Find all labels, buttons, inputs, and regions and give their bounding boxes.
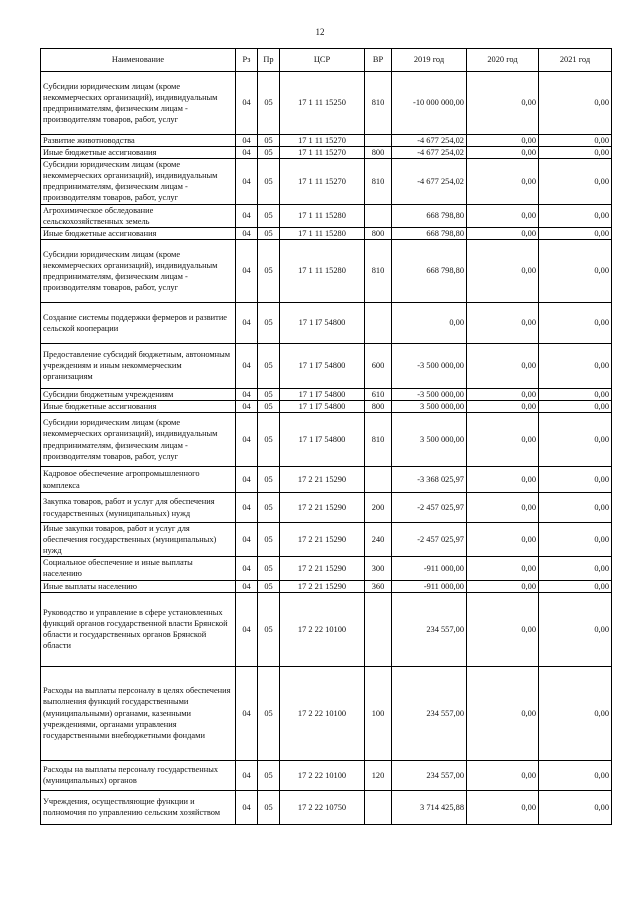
cell-vr	[365, 592, 392, 666]
table-header-row	[41, 49, 612, 72]
cell-y2021: 0,00	[539, 227, 612, 239]
cell-y2020: 0,00	[467, 400, 539, 412]
cell-pr: 05	[258, 135, 280, 147]
cell-pr: 05	[258, 388, 280, 400]
cell-csr: 17 1 11 15270	[280, 135, 365, 147]
cell-y2019: 3 500 000,00	[392, 413, 467, 467]
cell-name: Социальное обеспечение и иные выплаты населению	[41, 557, 236, 580]
column-header-name: Наименование	[41, 49, 236, 72]
cell-name: Субсидии юридическим лицам (кроме некоммерческих организаций), индивидуальным предпринимателям, физическим лицам - производителям товаров, работ, услуг	[41, 239, 236, 302]
cell-csr: 17 1 I7 54800	[280, 388, 365, 400]
cell-y2020: 0,00	[467, 493, 539, 523]
cell-pr: 05	[258, 493, 280, 523]
column-header-vr: ВР	[365, 49, 392, 72]
cell-pr: 05	[258, 72, 280, 135]
cell-name: Кадровое обеспечение агропромышленного комплекса	[41, 467, 236, 493]
cell-csr: 17 1 11 15250	[280, 72, 365, 135]
cell-y2020: 0,00	[467, 135, 539, 147]
cell-rz: 04	[236, 493, 258, 523]
cell-csr: 17 2 21 15290	[280, 493, 365, 523]
cell-y2021: 0,00	[539, 557, 612, 580]
cell-y2020: 0,00	[467, 388, 539, 400]
cell-pr: 05	[258, 400, 280, 412]
table-row	[41, 523, 612, 557]
cell-y2019: -911 000,00	[392, 557, 467, 580]
cell-pr: 05	[258, 760, 280, 790]
cell-pr: 05	[258, 343, 280, 388]
cell-name: Расходы на выплаты персоналу государственных (муниципальных) органов	[41, 760, 236, 790]
cell-pr: 05	[258, 302, 280, 343]
page-number: 12	[315, 27, 325, 37]
cell-y2019: 0,00	[392, 302, 467, 343]
cell-y2020: 0,00	[467, 72, 539, 135]
cell-pr: 05	[258, 413, 280, 467]
cell-vr	[365, 790, 392, 824]
cell-csr: 17 1 I7 54800	[280, 413, 365, 467]
table-row	[41, 760, 612, 790]
cell-y2021: 0,00	[539, 580, 612, 592]
cell-y2020: 0,00	[467, 666, 539, 760]
cell-name: Субсидии юридическим лицам (кроме некоммерческих организаций), индивидуальным предпринимателям, физическим лицам - производителям товаров, работ, услуг	[41, 72, 236, 135]
cell-name: Развитие животноводства	[41, 135, 236, 147]
cell-y2021: 0,00	[539, 790, 612, 824]
cell-rz: 04	[236, 159, 258, 204]
cell-name: Руководство и управление в сфере установленных функций органов государственной власти Брянской области и государственных органов Брянской области	[41, 592, 236, 666]
cell-rz: 04	[236, 204, 258, 227]
cell-y2021: 0,00	[539, 592, 612, 666]
cell-csr: 17 1 11 15270	[280, 147, 365, 159]
cell-y2020: 0,00	[467, 147, 539, 159]
cell-y2021: 0,00	[539, 760, 612, 790]
cell-y2019: -3 500 000,00	[392, 343, 467, 388]
cell-rz: 04	[236, 580, 258, 592]
column-header-csr: ЦСР	[280, 49, 365, 72]
cell-vr: 200	[365, 493, 392, 523]
cell-pr: 05	[258, 523, 280, 557]
table-row	[41, 227, 612, 239]
cell-pr: 05	[258, 467, 280, 493]
cell-rz: 04	[236, 413, 258, 467]
cell-pr: 05	[258, 147, 280, 159]
cell-y2020: 0,00	[467, 790, 539, 824]
cell-csr: 17 1 I7 54800	[280, 302, 365, 343]
cell-name: Расходы на выплаты персоналу в целях обеспечения выполнения функций государственными (муниципальными) органами, казенными учреждениями, органами управления государственными внебюджетными фондами	[41, 666, 236, 760]
cell-y2019: 3 714 425,88	[392, 790, 467, 824]
cell-y2020: 0,00	[467, 580, 539, 592]
cell-name: Предоставление субсидий бюджетным, автономным учреждениям и иным некоммерческим организациям	[41, 343, 236, 388]
cell-y2020: 0,00	[467, 467, 539, 493]
cell-csr: 17 1 11 15280	[280, 227, 365, 239]
cell-name: Учреждения, осуществляющие функции и полномочия по управлению сельским хозяйством	[41, 790, 236, 824]
column-header-2020: 2020 год	[467, 49, 539, 72]
cell-rz: 04	[236, 400, 258, 412]
cell-y2021: 0,00	[539, 204, 612, 227]
table-row	[41, 135, 612, 147]
cell-csr: 17 1 11 15280	[280, 204, 365, 227]
column-header-2019: 2019 год	[392, 49, 467, 72]
cell-y2019: -911 000,00	[392, 580, 467, 592]
cell-csr: 17 2 21 15290	[280, 523, 365, 557]
cell-name: Агрохимическое обследование сельскохозяйственных земель	[41, 204, 236, 227]
cell-y2019: 234 557,00	[392, 592, 467, 666]
cell-y2020: 0,00	[467, 227, 539, 239]
cell-rz: 04	[236, 147, 258, 159]
cell-rz: 04	[236, 135, 258, 147]
cell-vr: 800	[365, 147, 392, 159]
table-row	[41, 790, 612, 824]
cell-csr: 17 1 I7 54800	[280, 400, 365, 412]
cell-y2021: 0,00	[539, 147, 612, 159]
cell-pr: 05	[258, 666, 280, 760]
cell-y2021: 0,00	[539, 666, 612, 760]
cell-name: Субсидии юридическим лицам (кроме некоммерческих организаций), индивидуальным предпринимателям, физическим лицам - производителям товаров, работ, услуг	[41, 413, 236, 467]
table-row	[41, 204, 612, 227]
cell-csr: 17 2 22 10750	[280, 790, 365, 824]
cell-vr: 810	[365, 159, 392, 204]
cell-name: Иные выплаты населению	[41, 580, 236, 592]
cell-name: Закупка товаров, работ и услуг для обеспечения государственных (муниципальных) нужд	[41, 493, 236, 523]
column-header-2021: 2021 год	[539, 49, 612, 72]
column-header-rz: Рз	[236, 49, 258, 72]
table-row	[41, 413, 612, 467]
cell-y2019: -4 677 254,02	[392, 135, 467, 147]
cell-y2020: 0,00	[467, 343, 539, 388]
table-row	[41, 239, 612, 302]
cell-y2021: 0,00	[539, 135, 612, 147]
cell-rz: 04	[236, 467, 258, 493]
cell-pr: 05	[258, 159, 280, 204]
cell-y2021: 0,00	[539, 493, 612, 523]
cell-vr: 600	[365, 343, 392, 388]
cell-vr: 800	[365, 227, 392, 239]
cell-y2019: -2 457 025,97	[392, 493, 467, 523]
cell-pr: 05	[258, 557, 280, 580]
table-row	[41, 666, 612, 760]
cell-pr: 05	[258, 790, 280, 824]
cell-rz: 04	[236, 592, 258, 666]
table-row	[41, 493, 612, 523]
column-header-pr: Пр	[258, 49, 280, 72]
cell-vr: 810	[365, 239, 392, 302]
table-row	[41, 147, 612, 159]
cell-y2020: 0,00	[467, 592, 539, 666]
cell-y2021: 0,00	[539, 239, 612, 302]
cell-rz: 04	[236, 790, 258, 824]
cell-name: Иные бюджетные ассигнования	[41, 400, 236, 412]
table-row	[41, 557, 612, 580]
cell-y2019: -3 368 025,97	[392, 467, 467, 493]
cell-pr: 05	[258, 592, 280, 666]
cell-vr: 810	[365, 72, 392, 135]
cell-rz: 04	[236, 523, 258, 557]
cell-y2019: 668 798,80	[392, 204, 467, 227]
cell-y2021: 0,00	[539, 400, 612, 412]
table-row	[41, 580, 612, 592]
budget-table	[40, 48, 612, 825]
cell-csr: 17 2 22 10100	[280, 666, 365, 760]
cell-y2020: 0,00	[467, 159, 539, 204]
table-row	[41, 343, 612, 388]
cell-csr: 17 1 11 15270	[280, 159, 365, 204]
cell-name: Субсидии бюджетным учреждениям	[41, 388, 236, 400]
cell-y2021: 0,00	[539, 302, 612, 343]
cell-csr: 17 1 I7 54800	[280, 343, 365, 388]
cell-csr: 17 2 22 10100	[280, 592, 365, 666]
cell-csr: 17 2 21 15290	[280, 580, 365, 592]
cell-y2019: -4 677 254,02	[392, 147, 467, 159]
cell-y2019: -10 000 000,00	[392, 72, 467, 135]
cell-vr: 360	[365, 580, 392, 592]
cell-vr: 610	[365, 388, 392, 400]
cell-y2020: 0,00	[467, 239, 539, 302]
table-row	[41, 400, 612, 412]
cell-y2021: 0,00	[539, 413, 612, 467]
cell-vr: 800	[365, 400, 392, 412]
cell-y2020: 0,00	[467, 204, 539, 227]
cell-csr: 17 2 22 10100	[280, 760, 365, 790]
cell-y2020: 0,00	[467, 557, 539, 580]
cell-y2020: 0,00	[467, 413, 539, 467]
cell-y2021: 0,00	[539, 159, 612, 204]
cell-pr: 05	[258, 227, 280, 239]
cell-y2021: 0,00	[539, 388, 612, 400]
cell-pr: 05	[258, 239, 280, 302]
cell-y2019: 234 557,00	[392, 666, 467, 760]
cell-name: Создание системы поддержки фермеров и развитие сельской кооперации	[41, 302, 236, 343]
table-row	[41, 159, 612, 204]
table-body	[41, 72, 612, 825]
cell-vr: 810	[365, 413, 392, 467]
cell-vr	[365, 302, 392, 343]
cell-name: Иные закупки товаров, работ и услуг для обеспечения государственных (муниципальных) нужд	[41, 523, 236, 557]
table-row	[41, 72, 612, 135]
table-row	[41, 592, 612, 666]
table-row	[41, 302, 612, 343]
cell-y2019: -4 677 254,02	[392, 159, 467, 204]
cell-vr: 240	[365, 523, 392, 557]
table-row	[41, 467, 612, 493]
cell-rz: 04	[236, 557, 258, 580]
cell-y2021: 0,00	[539, 467, 612, 493]
cell-name: Субсидии юридическим лицам (кроме некоммерческих организаций), индивидуальным предпринимателям, физическим лицам - производителям товаров, работ, услуг	[41, 159, 236, 204]
cell-vr: 100	[365, 666, 392, 760]
cell-y2019: -3 500 000,00	[392, 388, 467, 400]
cell-name: Иные бюджетные ассигнования	[41, 227, 236, 239]
cell-rz: 04	[236, 343, 258, 388]
cell-csr: 17 2 21 15290	[280, 467, 365, 493]
cell-y2021: 0,00	[539, 72, 612, 135]
cell-rz: 04	[236, 239, 258, 302]
cell-vr: 300	[365, 557, 392, 580]
cell-y2020: 0,00	[467, 302, 539, 343]
cell-y2020: 0,00	[467, 760, 539, 790]
cell-y2019: 668 798,80	[392, 227, 467, 239]
cell-vr: 120	[365, 760, 392, 790]
cell-y2020: 0,00	[467, 523, 539, 557]
cell-y2019: -2 457 025,97	[392, 523, 467, 557]
cell-rz: 04	[236, 388, 258, 400]
cell-y2019: 668 798,80	[392, 239, 467, 302]
table-row	[41, 388, 612, 400]
cell-y2019: 234 557,00	[392, 760, 467, 790]
cell-vr	[365, 135, 392, 147]
cell-vr	[365, 467, 392, 493]
cell-rz: 04	[236, 666, 258, 760]
cell-rz: 04	[236, 227, 258, 239]
cell-csr: 17 2 21 15290	[280, 557, 365, 580]
cell-pr: 05	[258, 204, 280, 227]
cell-name: Иные бюджетные ассигнования	[41, 147, 236, 159]
cell-y2021: 0,00	[539, 523, 612, 557]
cell-vr	[365, 204, 392, 227]
cell-pr: 05	[258, 580, 280, 592]
cell-rz: 04	[236, 72, 258, 135]
cell-y2021: 0,00	[539, 343, 612, 388]
cell-csr: 17 1 11 15280	[280, 239, 365, 302]
cell-rz: 04	[236, 302, 258, 343]
cell-y2019: 3 500 000,00	[392, 400, 467, 412]
cell-rz: 04	[236, 760, 258, 790]
